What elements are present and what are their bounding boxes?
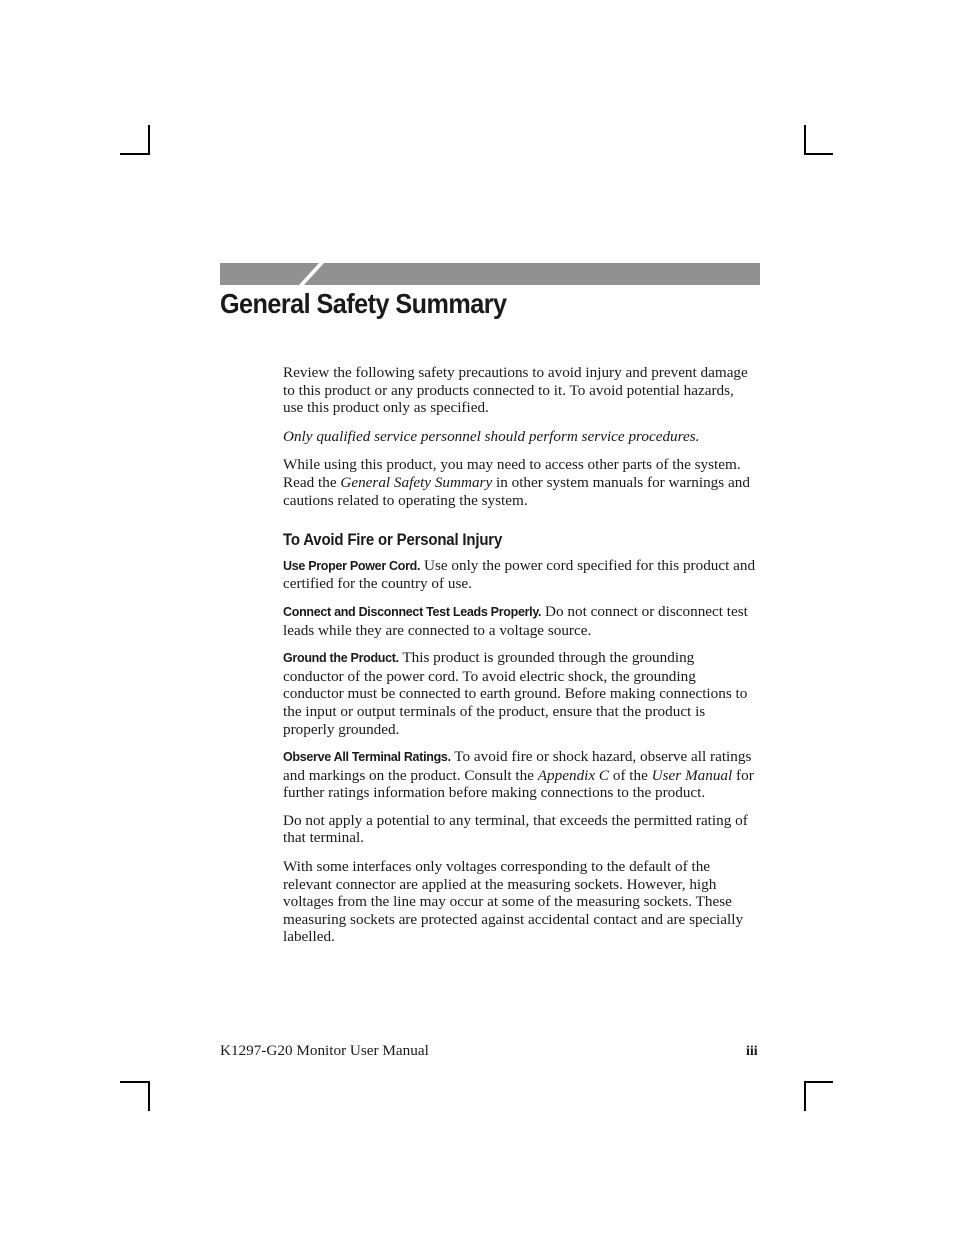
power-cord-paragraph <box>283 557 757 593</box>
power-cord-label: Use Proper Power Cord. <box>283 558 421 573</box>
crop-mark-top-right-vertical <box>804 125 806 155</box>
ground-label: Ground the Product. <box>283 651 399 666</box>
potential-paragraph: Do not apply a potential to any terminal, that exceeds the permitted rating of that terminal. <box>283 811 748 847</box>
other-manuals-text-1: While using this product, you may need to access other parts of the system. Read the <box>283 456 741 491</box>
ratings-text-2: of the <box>609 766 652 784</box>
ground-text: This product is grounded through the grounding conductor of the power cord. To avoid electric shock, the grounding conductor must be connected to earth ground. Before making connections to the input or output terminals of the product, ensure that the product is properly grounded. <box>283 649 748 738</box>
other-manuals-paragraph <box>283 456 757 509</box>
interfaces-paragraph: With some interfaces only voltages corresponding to the default of the relevant connector are applied at the measuring sockets. However, high voltages from the line may occur at some of the measuring sockets. These measuring sockets are protected against accidental contact and are specially labelled. <box>283 858 744 946</box>
qualified-personnel-text: Only qualified service personnel should perform service procedures. <box>283 427 700 445</box>
crop-mark-bottom-right-horizontal <box>804 1081 833 1083</box>
main-content <box>283 364 757 956</box>
header-stripe-graphic <box>220 263 760 285</box>
other-manuals-text-2: in other system manuals for warnings and cautions related to operating the system. <box>283 473 750 509</box>
page-title: General Safety Summary <box>220 288 507 319</box>
power-cord-text: Use only the power cord specified for this product and certified for the country of use. <box>283 556 756 593</box>
intro-paragraph: Review the following safety precautions to avoid injury and prevent damage to this product or any products connected to it. To avoid potential hazards, use this product only as specified. <box>283 364 748 417</box>
test-leads-label: Connect and Disconnect Test Leads Properly. <box>283 604 542 619</box>
test-leads-paragraph <box>283 603 757 639</box>
crop-mark-top-left-vertical <box>148 125 150 155</box>
ratings-paragraph <box>283 748 757 802</box>
ratings-text-1: To avoid fire or shock hazard, observe all ratings and markings on the product. Consult the <box>283 748 752 784</box>
crop-mark-bottom-right-vertical <box>804 1081 806 1111</box>
ratings-label: Observe All Terminal Ratings. <box>283 750 451 765</box>
section-heading: To Avoid Fire or Personal Injury <box>283 530 503 550</box>
ratings-manual-reference: User Manual <box>651 766 733 784</box>
other-manuals-reference: General Safety Summary <box>340 473 493 491</box>
ratings-appendix-reference: Appendix C <box>537 766 610 784</box>
qualified-personnel-note <box>283 428 757 446</box>
footer-page-number: iii <box>746 1044 758 1059</box>
crop-mark-bottom-left-vertical <box>148 1081 150 1111</box>
footer-manual-name: K1297-G20 Monitor User Manual <box>220 1042 429 1059</box>
ground-paragraph <box>283 649 757 738</box>
test-leads-text: Do not connect or disconnect test leads while they are connected to a voltage source. <box>283 602 748 639</box>
crop-mark-top-left-horizontal <box>120 153 150 155</box>
chapter-header-bar <box>220 263 760 285</box>
ratings-text-3: for further ratings information before making connections to the product. <box>283 766 754 802</box>
crop-mark-bottom-left-horizontal <box>120 1081 150 1083</box>
crop-mark-top-right-horizontal <box>804 153 833 155</box>
